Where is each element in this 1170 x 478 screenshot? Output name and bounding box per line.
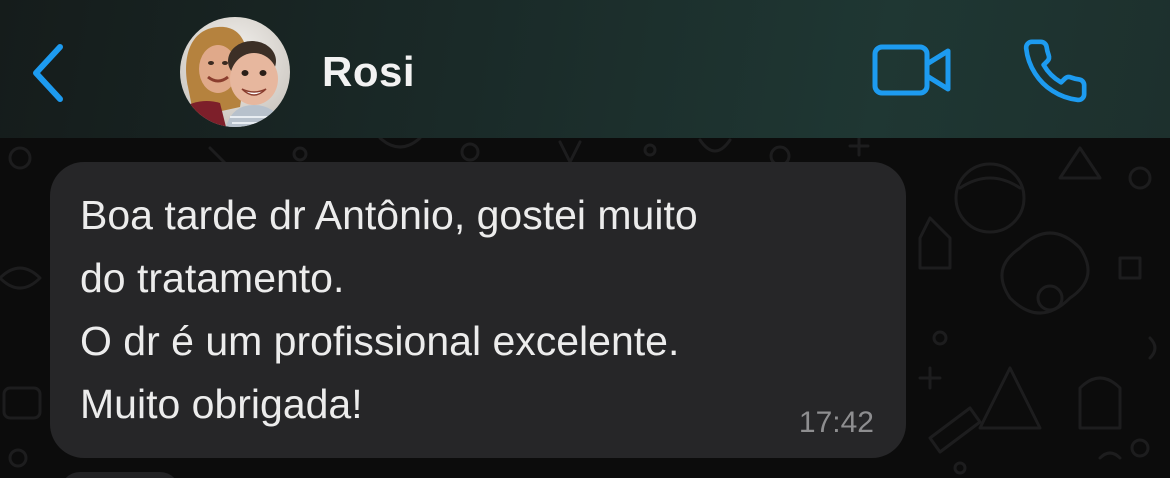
message-timestamp: 17:42 <box>798 406 874 439</box>
chevron-left-icon <box>28 41 68 105</box>
message-bubble[interactable] <box>50 162 906 458</box>
back-button[interactable] <box>18 38 78 108</box>
message-line: Boa tarde dr Antônio, gostei muito <box>80 192 698 238</box>
chat-header <box>0 0 1170 138</box>
avatar[interactable] <box>180 17 290 127</box>
phone-icon <box>1020 36 1090 106</box>
video-call-button[interactable] <box>870 38 956 102</box>
message-list[interactable] <box>0 138 1170 478</box>
message-line: Muito obrigada! <box>80 381 363 427</box>
voice-call-button[interactable] <box>1020 36 1090 106</box>
contact-name[interactable]: Rosi <box>322 48 416 95</box>
message-text <box>80 184 880 436</box>
next-message-bubble[interactable] <box>60 472 180 478</box>
contact-avatar-photo <box>180 17 290 127</box>
video-camera-icon <box>870 38 956 102</box>
message-line: O dr é um profissional excelente. <box>80 318 680 364</box>
message-line: do tratamento. <box>80 255 345 301</box>
